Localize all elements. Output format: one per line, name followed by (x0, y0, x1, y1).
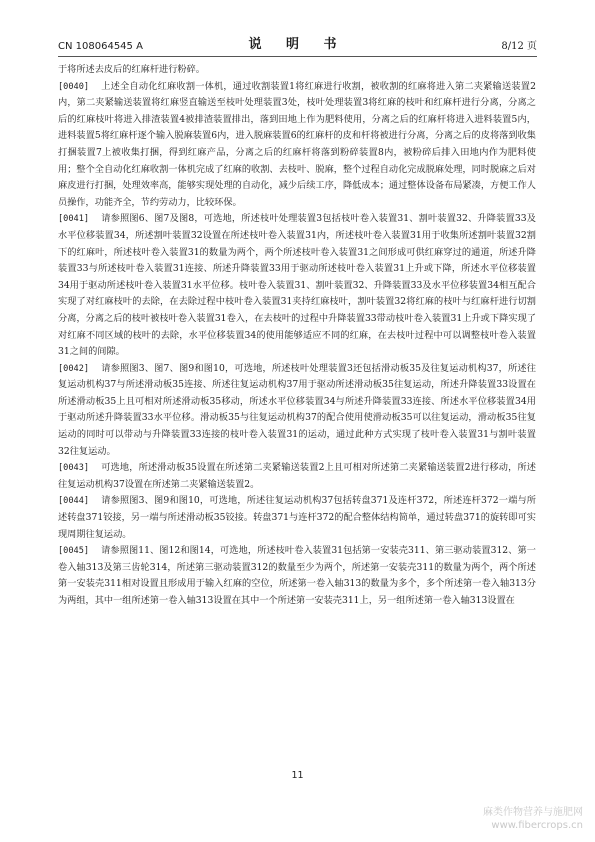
document-body (58, 62, 536, 610)
paragraph-0045 (58, 543, 536, 609)
site-watermark (483, 806, 583, 832)
paragraph-number: [0042] (58, 363, 90, 374)
paragraph-text: 可选地，所述滑动板35设置在所述第二夹紧输送装置2上且可相对所述第二夹紧输送装置2进行移动，所述往复运动机构37设置在所述第二夹紧输送装置2。 (58, 462, 536, 490)
paragraph-text: 请参照图3、图9和图10，可选地，所述往复运动机构37包括转盘371及连杆372，所述连杆372一端与所述转盘371铰接，另一端与所述滑动板35铰接。转盘371与连杆372的配合整体结构简单，通过转盘371的旋转即可实现周期往复运动。 (58, 495, 536, 540)
page-number: 11 (291, 770, 304, 781)
paragraph-number: [0043] (58, 463, 90, 474)
paragraph-text: 上述全自动化红麻收割一体机，通过收割装置1将红麻进行收割，被收割的红麻将进入第二夹紧输送装置2内，第二夹紧输送装置将红麻竖直输送至枝叶处理装置3处，枝叶处理装置3将红麻的枝叶和红麻杆进行分离，分离之后的红麻枝叶将进入排渣装置4被排渣装置排出，落到田地上作为肥料使用，分离之后的红麻杆将进入进料装置5内，进料装置5将红麻杆逐个输入脱麻装置6内，进入脱麻装置6的红麻杆的皮和杆将被进行分离，分离之后的皮将落到收集打捆装置7上被收集打捆，得到红麻产品，分离之后的红麻杆将落到粉碎装置8内，被粉碎后排入田地内作为肥料使用；整个全自动化红麻收割一体机完成了红麻的收割、去枝叶、脱麻，整个过程自动化完成脱麻处理，同时脱麻之后对麻皮进行打捆，处理效率高，能够实现处理的自动化，减少后续工序，降低成本；通过整体设备布局紧凑，方便工作人员操作，功能齐全，节约劳动力，比较环保。 (58, 80, 536, 208)
paragraph-text: 请参照图3、图7、图9和图10，可选地，所述枝叶处理装置3还包括滑动板35及往复运动机构37，所述往复运动机构37与所述滑动板35连接、所述往复运动机构37用于驱动所述滑动板35往复运动，所述升降装置33设置在所述滑动板35上且可相对所述滑动板35移动，所述水平位移装置34与所述升降装置33连接、所述水平位移装置34用于驱动所述升降装置33水平位移。滑动板35与往复运动机构37的配合使用使滑动板35可以往复运动，滑动板35往复运动的同时可以带动与升降装置33连接的枝叶卷入装置31的运动，通过此种方式实现了枝叶卷入装置31与割叶装置32往复运动。 (58, 362, 536, 457)
paragraph-0043 (58, 460, 536, 493)
header-divider (58, 56, 537, 57)
document-title: 说 明 书 (248, 37, 347, 52)
paragraph-number: [0045] (58, 546, 90, 557)
watermark-site-name: 麻类作物营养与施肥网 (483, 807, 583, 818)
watermark-url: www.fibercrops.cn (491, 820, 583, 831)
paragraph-0042 (58, 361, 536, 461)
patent-number: CN 108064545 A (58, 41, 143, 52)
paragraph-number: [0044] (58, 496, 90, 507)
lead-text: 于将所述去皮后的红麻杆进行粉碎。 (58, 64, 205, 75)
paragraph-0044 (58, 493, 536, 543)
page-of-indicator: 8/12 页 (501, 41, 537, 52)
page-header (58, 38, 537, 56)
paragraph-text: 请参照图11、图12和图14，可选地，所述枝叶卷入装置31包括第一安装壳311、第三驱动装置312、第一卷入轴313及第三齿轮314，所述第三驱动装置312的数量至少为两个，所述第一安装壳311的数量为两个，两个所述第一安装壳311相对设置且形成用于输入红麻的空位，所述第一卷入轴313的数量为多个，多个所述第一卷入轴313分为两组，其中一组所述第一卷入轴313设置在其中一个所述第一安装壳311上，另一组所述第一卷入轴313设置在 (58, 545, 536, 606)
paragraph-0040 (58, 79, 536, 212)
paragraph-number: [0041] (58, 214, 90, 225)
paragraph-0041 (58, 211, 536, 360)
paragraph-text: 请参照图6、图7及图8，可选地，所述枝叶处理装置3包括枝叶卷入装置31、割叶装置32、升降装置33及水平位移装置34，所述割叶装置32设置在所述枝叶卷入装置31内，所述枝叶卷入装置31用于收集所述割叶装置32割下的红麻叶，所述枝叶卷入装置31的数量为两个，两个所述枝叶卷入装置31之间形成可供红麻穿过的通道，所述升降装置33与所述枝叶卷入装置31连接、所述升降装置33用于驱动所述枝叶卷入装置31上升或下降，所述水平位移装置34用于驱动所述枝叶卷入装置31水平位移。枝叶卷入装置31、割叶装置32、升降装置33及水平位移装置34相互配合实现了对红麻枝叶的去除，在去除过程中枝叶卷入装置31夹持红麻枝叶，割叶装置32将红麻的枝叶与红麻杆进行切割分离，分离之后的枝叶被枝叶卷入装置31卷入，在去枝叶的过程中升降装置33带动枝叶卷入装置31上升或下降实现了对红麻不同区域的枝叶的去除，水平位移装置34的使用能够适应不同的红麻，在去枝叶过程中可以调整枝叶卷入装置31之间的间隙。 (58, 213, 536, 358)
paragraph-number: [0040] (58, 81, 90, 92)
